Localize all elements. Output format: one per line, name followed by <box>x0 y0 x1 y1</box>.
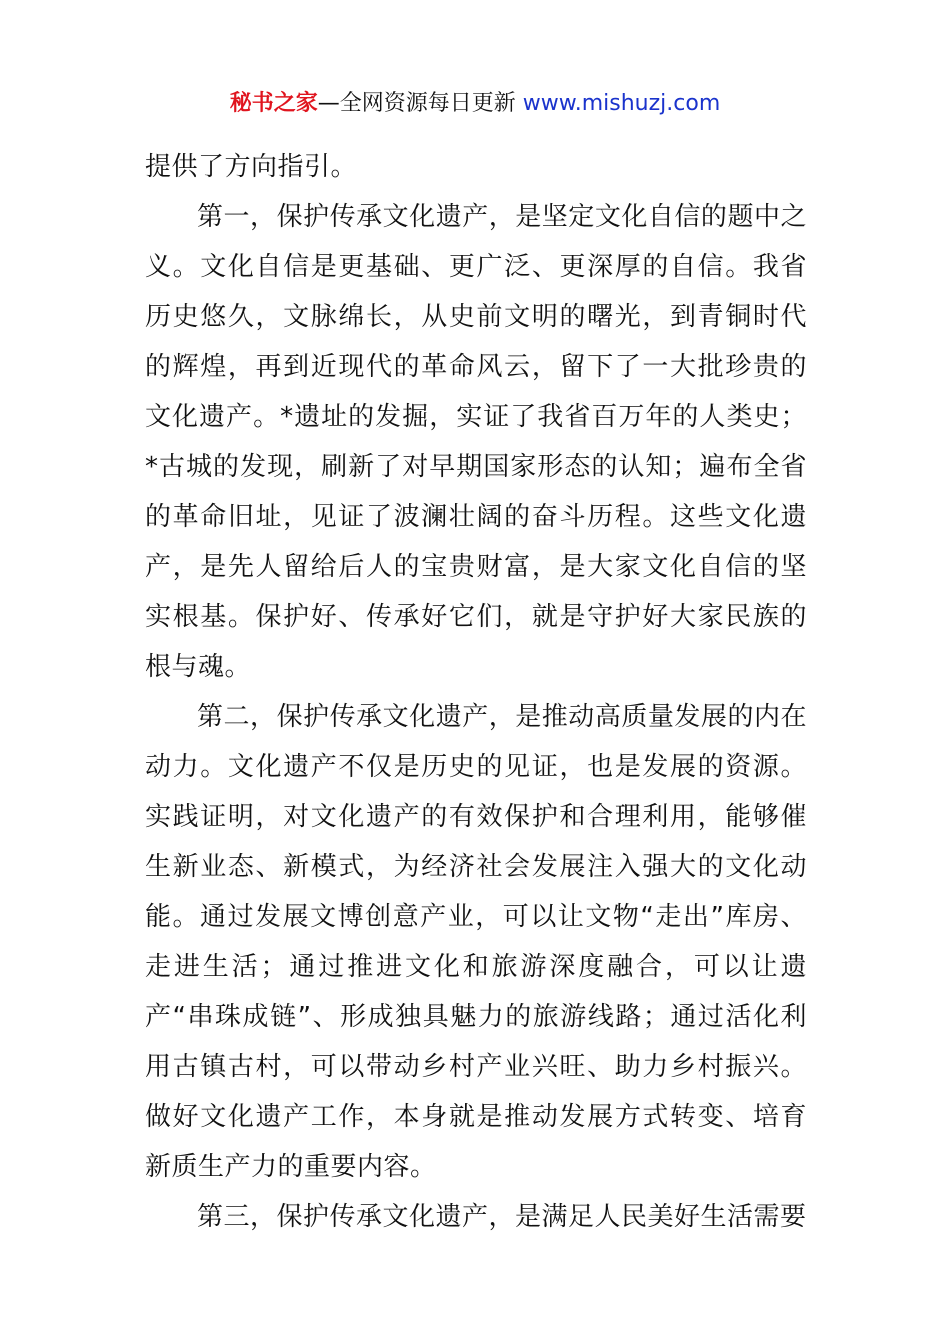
paragraph-first-point: 第一，保护传承文化遗产，是坚定文化自信的题中之义。文化自信是更基础、更广泛、更深厚的自信。我省历史悠久，文脉绵长，从史前文明的曙光，到青铜时代的辉煌，再到近现代的革命风云，留下了一大批珍贵的文化遗产。*遗址的发掘，实证了我省百万年的人类史；*古城的发现，刷新了对早期国家形态的认知；遍布全省的革命旧址，见证了波澜壮阔的奋斗历程。这些文化遗产，是先人留给后人的宝贵财富，是大家文化自信的坚实根基。保护好、传承好它们，就是守护好大家民族的根与魂。 <box>145 202 807 682</box>
document-body <box>145 142 807 1242</box>
paragraph-continuation: 提供了方向指引。 <box>145 152 358 182</box>
header-url-link[interactable]: www.mishuzj.com <box>522 91 721 116</box>
header-brand: 秘书之家 <box>229 91 318 116</box>
paragraph-third-point: 第三，保护传承文化遗产，是满足人民美好生活需要 <box>197 1202 807 1232</box>
page-header <box>0 88 950 120</box>
header-tagline: —全网资源每日更新 <box>317 91 516 116</box>
paragraph-second-point: 第二，保护传承文化遗产，是推动高质量发展的内在动力。文化遗产不仅是历史的见证，也是发展的资源。实践证明，对文化遗产的有效保护和合理利用，能够催生新业态、新模式，为经济社会发展注入强大的文化动能。通过发展文博创意产业，可以让文物“走出”库房、走进生活；通过推进文化和旅游深度融合，可以让遗产“串珠成链”、形成独具魅力的旅游线路；通过活化利用古镇古村，可以带动乡村产业兴旺、助力乡村振兴。做好文化遗产工作，本身就是推动发展方式转变、培育新质生产力的重要内容。 <box>145 702 807 1182</box>
